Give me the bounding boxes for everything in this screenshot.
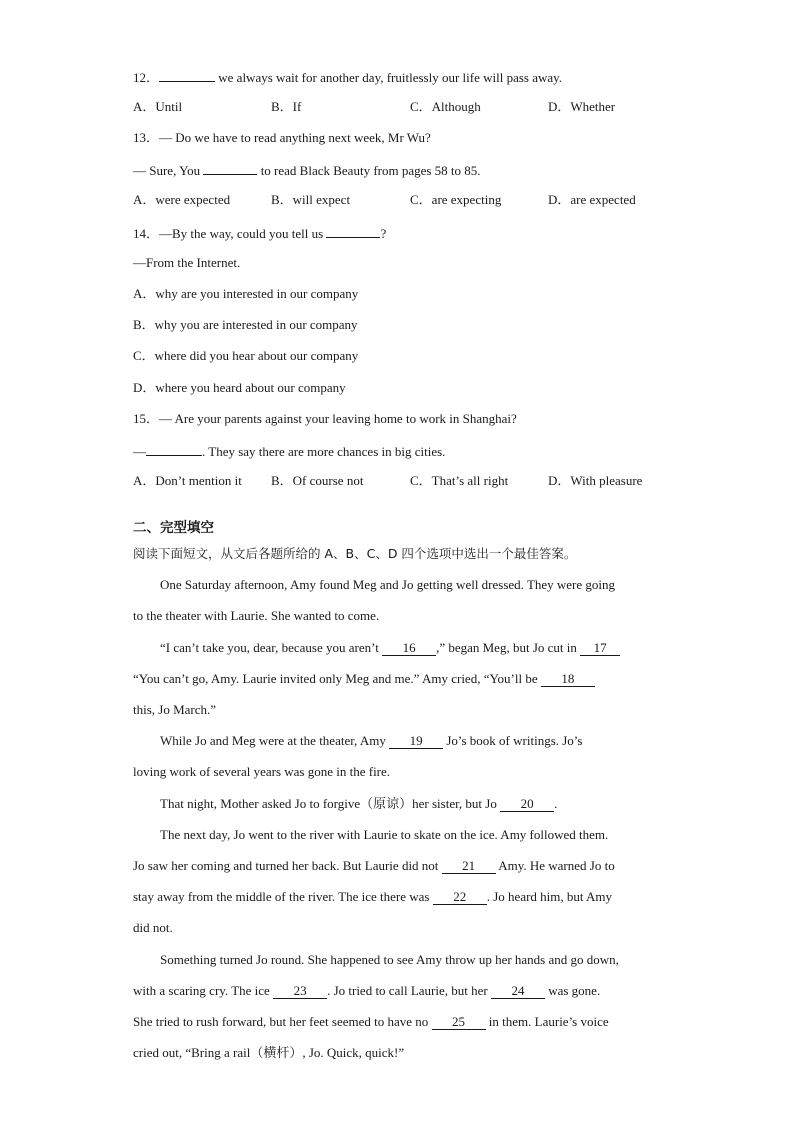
passage-line: did not. [133,920,173,935]
question-text: — Are your parents against your leaving home to work in Shanghai? [159,411,517,426]
reply-text: to read Black Beauty from pages 58 to 85. [257,163,481,178]
option-d: D．With pleasure [548,473,643,488]
passage-line [160,732,582,750]
question-number: 15． [133,411,160,426]
cloze-blank-24: 24 [491,983,545,999]
option-c: C．Although [410,99,481,114]
cloze-blank-20: 20 [500,796,554,812]
option-c: C．That’s all right [410,473,509,488]
question-text: —By the way, could you tell us [159,226,327,241]
passage-line: One Saturday afternoon, Amy found Meg and Jo getting well dressed. They were going [160,577,616,592]
option-a: A．Until [133,99,183,114]
option-a: A．were expected [133,192,231,207]
passage-text: . Jo tried to call Laurie, but her [327,983,491,998]
option-a: A．why are you interested in our company [133,286,359,301]
passage-text: in them. Laurie’s voice [485,1014,609,1029]
answer-blank [146,441,202,456]
answer-blank [203,160,257,175]
passage-line: to the theater with Laurie. She wanted to come. [133,608,380,623]
question-14-reply: —From the Internet. [133,255,241,270]
question-text: ? [380,226,387,241]
question-12-stem [133,67,562,87]
reply-text: — Sure, You [133,163,204,178]
passage-text: with a scaring cry. The ice [133,983,274,998]
cloze-blank-17: 17 [580,640,620,656]
question-13-stem [133,129,431,147]
cloze-blank-18: 18 [541,671,595,687]
passage-text: That night, Mother asked Jo to forgive（原谅）her sister, but Jo [160,796,501,811]
passage-line: The next day, Jo went to the river with Laurie to skate on the ice. Amy followed them. [160,827,609,842]
passage-text: She tried to rush forward, but her feet seemed to have no [133,1014,432,1029]
question-13-reply [133,160,481,180]
passage-line: this, Jo March.” [133,702,217,717]
question-text: we always wait for another day, fruitlessly our life will pass away. [215,70,563,85]
answer-blank [159,67,215,82]
section-title: 二、完型填空 [133,520,214,536]
passage-line [133,1013,609,1031]
passage-line [133,982,600,1000]
passage-text: stay away from the middle of the river. The ice there was [133,889,433,904]
option-b: B．Of course not [271,473,364,488]
passage-line [160,639,620,657]
answer-blank [326,223,380,238]
passage-line: loving work of several years was gone in the fire. [133,764,391,779]
passage-text: Amy. He warned Jo to [495,858,615,873]
question-text: — Do we have to read anything next week, Mr Wu? [159,130,431,145]
passage-text: ,” began Meg, but Jo cut in [436,640,581,655]
question-15-reply [133,441,445,461]
option-d: D．are expected [548,192,636,207]
option-c: C．where did you hear about our company [133,348,359,363]
passage-text: “You can’t go, Amy. Laurie invited only Meg and me.” Amy cried, “You’ll be [133,671,541,686]
reply-text: — [133,444,146,459]
reply-text: . They say there are more chances in big cities. [202,444,446,459]
cloze-blank-23: 23 [273,983,327,999]
passage-text: . Jo heard him, but Amy [486,889,613,904]
cloze-blank-21: 21 [442,858,496,874]
passage-text: Jo saw her coming and turned her back. But Laurie did not [133,858,442,873]
option-c: C．are expecting [410,192,502,207]
option-b: B．will expect [271,192,351,207]
cloze-blank-16: 16 [382,640,436,656]
question-14-stem [133,223,386,243]
passage-text: Jo’s book of writings. Jo’s [443,733,583,748]
passage-line: cried out, “Bring a rail（横杆）, Jo. Quick, quick!” [133,1045,405,1060]
option-d: D．Whether [548,99,616,114]
passage-text: “I can’t take you, dear, because you aren’t [160,640,383,655]
question-number: 12． [133,70,160,85]
option-b: B．If [271,99,302,114]
option-a: A．Don’t mention it [133,473,242,488]
passage-text: While Jo and Meg were at the theater, Amy [160,733,390,748]
option-b: B．why you are interested in our company [133,317,358,332]
option-d: D．where you heard about our company [133,380,346,395]
question-15-stem [133,410,517,428]
question-number: 14． [133,226,160,241]
passage-line: Something turned Jo round. She happened to see Amy throw up her hands and go down, [160,952,619,967]
passage-line [160,795,557,813]
question-number: 13． [133,130,160,145]
passage-line [133,857,615,875]
passage-text: was gone. [544,983,601,998]
cloze-blank-19: 19 [389,733,443,749]
cloze-blank-22: 22 [433,889,487,905]
section-instruction: 阅读下面短文，从文后各题所给的 A、B、C、D 四个选项中选出一个最佳答案。 [133,546,577,561]
passage-text: . [554,796,558,811]
cloze-blank-25: 25 [432,1014,486,1030]
passage-line [133,888,612,906]
passage-line [133,670,595,688]
